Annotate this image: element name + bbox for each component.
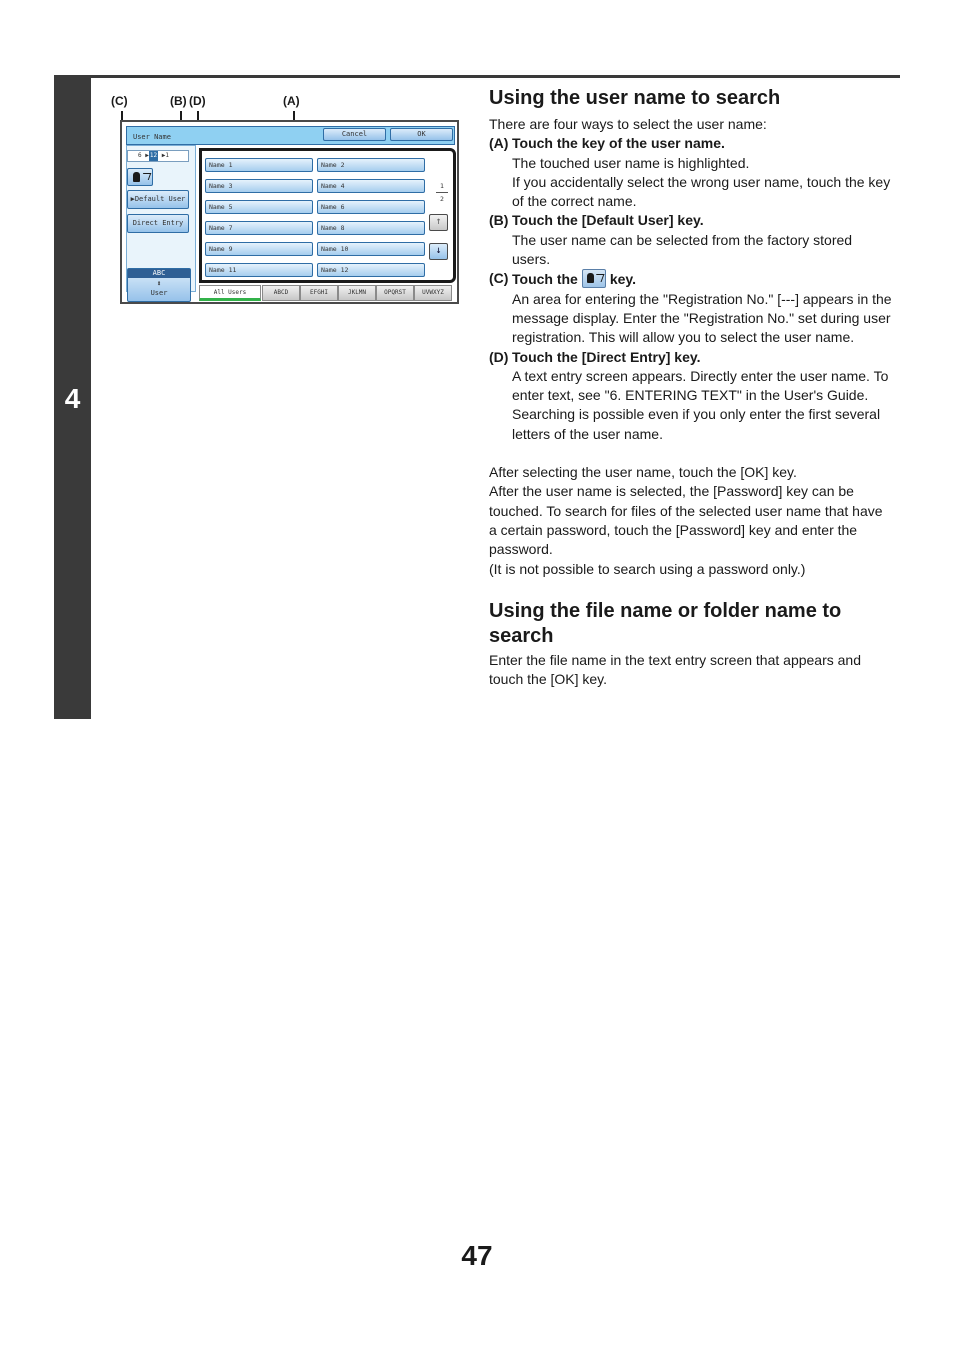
file-name-body: Enter the file name in the text entry screen that appears and touch the [OK] key. bbox=[489, 651, 861, 688]
item-a-tag: (A) bbox=[489, 135, 509, 152]
reg-prefix: 6 bbox=[138, 152, 142, 159]
item-a-title-text: Touch the key of the user name. bbox=[512, 135, 725, 152]
item-a-body1: The touched user name is highlighted. bbox=[512, 154, 750, 171]
arrow-down-icon: ↓ bbox=[435, 245, 442, 256]
after-text-3: (It is not possible to search using a password only.) bbox=[489, 560, 806, 577]
name-key[interactable]: Name 7 bbox=[205, 221, 313, 235]
name-key[interactable]: Name 5 bbox=[205, 200, 313, 214]
user-name-list bbox=[199, 148, 456, 283]
item-a-title bbox=[489, 134, 894, 153]
section-heading-user-name: Using the user name to search bbox=[489, 87, 781, 109]
callout-b: (B) bbox=[170, 94, 187, 108]
top-rule bbox=[54, 75, 900, 78]
item-c-title bbox=[489, 269, 894, 289]
item-b-title bbox=[489, 211, 894, 230]
callout-d: (D) bbox=[189, 94, 206, 108]
scroll-down-button[interactable] bbox=[429, 243, 448, 260]
name-key[interactable]: Name 12 bbox=[317, 263, 425, 277]
reg-suffix: 1 bbox=[165, 152, 169, 159]
reg-highlight: 12 bbox=[149, 152, 158, 159]
item-c-body: An area for entering the "Registration No." [---] appears in the message display. Enter the "Registration No." set during user registration. This will allow you to select the user name. bbox=[512, 290, 892, 346]
name-key[interactable]: Name 2 bbox=[317, 158, 425, 172]
tab-all-users[interactable]: All Users bbox=[199, 285, 261, 301]
instruction-text bbox=[489, 86, 894, 689]
pencil-icon bbox=[141, 173, 152, 180]
name-key[interactable]: Name 6 bbox=[317, 200, 425, 214]
item-d-body: A text entry screen appears. Directly enter the user name. To enter text, see "6. ENTERING TEXT" in the User's Guide. Searching is possible even if you only enter the first several letters of the user name. bbox=[512, 367, 889, 442]
item-b-body: The user name can be selected from the factory stored users. bbox=[512, 231, 853, 268]
arrow-up-icon: ↑ bbox=[435, 216, 442, 227]
after-text-1: After selecting the user name, touch the [OK] key. bbox=[489, 464, 797, 481]
name-key[interactable]: Name 8 bbox=[317, 221, 425, 235]
direct-entry-button[interactable]: Direct Entry bbox=[127, 214, 189, 233]
page-total: 2 bbox=[440, 195, 444, 203]
ok-button[interactable]: OK bbox=[390, 128, 453, 141]
touch-panel-screen bbox=[120, 120, 459, 304]
tab-jklmn[interactable]: JKLMN bbox=[338, 285, 376, 301]
abc-user-toggle[interactable] bbox=[127, 268, 191, 302]
user-icon bbox=[133, 172, 140, 182]
tab-efghi[interactable]: EFGHI bbox=[300, 285, 338, 301]
after-text-2: After the user name is selected, the [Password] key can be touched. To search for files of the selected user name that have a certain password, touch the [Password] key and enter the password. bbox=[489, 483, 883, 558]
triangle-right-icon: ▶ bbox=[130, 195, 135, 203]
item-d-tag: (D) bbox=[489, 348, 509, 365]
item-d-title-text: Touch the [Direct Entry] key. bbox=[512, 348, 701, 365]
intro-text: There are four ways to select the user name: bbox=[489, 116, 767, 132]
name-key[interactable]: Name 4 bbox=[317, 179, 425, 193]
cancel-button[interactable]: Cancel bbox=[323, 128, 386, 141]
step-number: 4 bbox=[64, 383, 81, 414]
section-heading-file-name: Using the file name or folder name to search bbox=[489, 599, 842, 647]
name-key[interactable]: Name 11 bbox=[205, 263, 313, 277]
name-key[interactable]: Name 1 bbox=[205, 158, 313, 172]
scroll-up-button[interactable] bbox=[429, 214, 448, 231]
step-sidebar bbox=[54, 78, 91, 719]
tab-opqrst[interactable]: OPQRST bbox=[376, 285, 414, 301]
screen-title: User Name bbox=[133, 133, 171, 141]
item-c-title-post: key. bbox=[609, 271, 637, 288]
name-key[interactable]: Name 3 bbox=[205, 179, 313, 193]
tab-uvwxyz[interactable]: UVWXYZ bbox=[414, 285, 452, 301]
item-b-title-text: Touch the [Default User] key. bbox=[512, 212, 704, 229]
page-number: 47 bbox=[461, 1240, 493, 1271]
updown-icon: ⬍ bbox=[156, 279, 162, 288]
registration-key-icon bbox=[582, 269, 606, 288]
item-b-tag: (B) bbox=[489, 212, 509, 229]
tab-abcd[interactable]: ABCD bbox=[262, 285, 300, 301]
page-current: 1 bbox=[440, 182, 444, 190]
callout-c: (C) bbox=[111, 94, 128, 108]
registration-number-display: 6 ▶12 ▶1 bbox=[127, 150, 189, 162]
item-c-tag: (C) bbox=[489, 270, 509, 287]
default-user-button[interactable] bbox=[127, 190, 189, 209]
item-d-title bbox=[489, 348, 894, 367]
abc-label: ABC bbox=[128, 269, 190, 278]
default-user-label: Default User bbox=[134, 195, 186, 203]
name-key[interactable]: Name 9 bbox=[205, 242, 313, 256]
user-label: User bbox=[150, 289, 168, 297]
item-c-title-pre: Touch the bbox=[512, 271, 578, 288]
item-a-body2: If you accidentally select the wrong user name, touch the key of the correct name. bbox=[512, 173, 891, 210]
name-key[interactable]: Name 10 bbox=[317, 242, 425, 256]
registration-number-key[interactable] bbox=[127, 168, 153, 186]
callout-a: (A) bbox=[283, 94, 300, 108]
page-indicator bbox=[436, 181, 448, 204]
